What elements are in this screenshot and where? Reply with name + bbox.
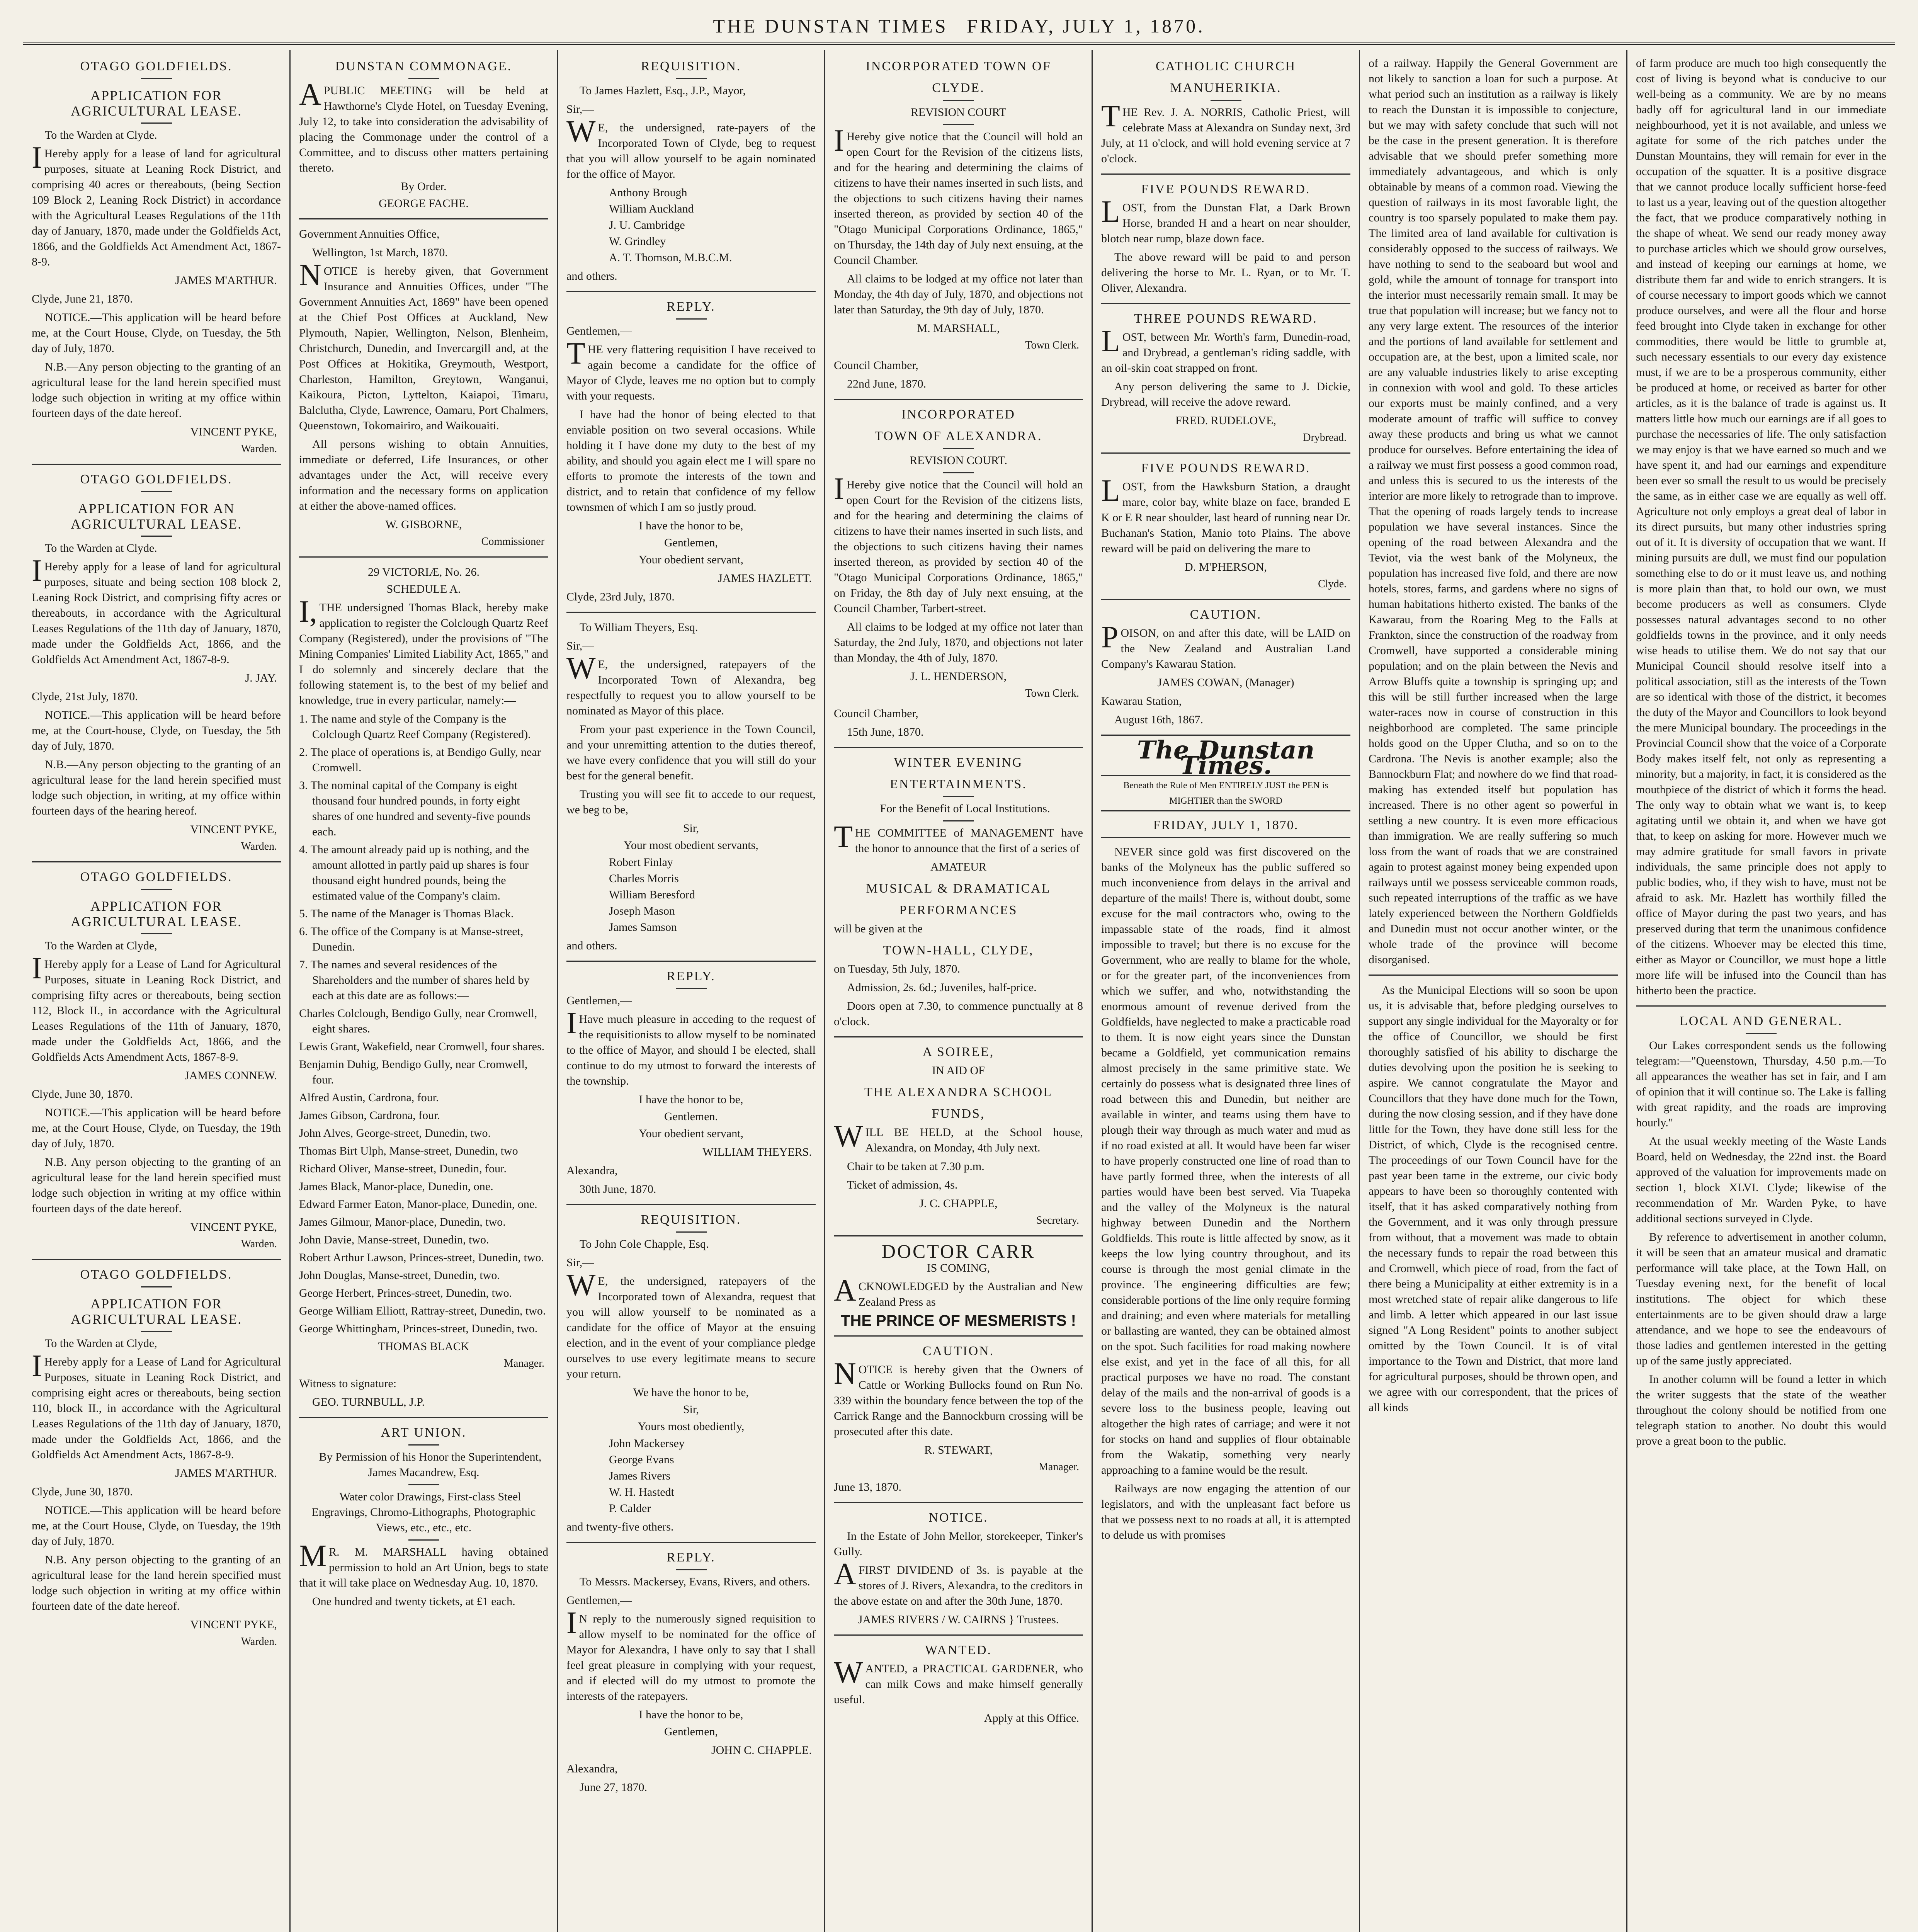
art-union-tickets: One hundred and twenty tickets, at £1 each. [312,1595,515,1608]
schedule-item: 5. The name of the Manager is Thomas Black. [299,907,514,920]
alex-date: 15th June, 1870. [847,726,924,738]
signatory: Charles Morris [609,872,679,885]
lease3-date: Clyde, June 30, 1870. [32,1088,133,1100]
lease1-head: OTAGO GOLDFIELDS. [80,59,233,73]
annuities-sign-title: Commissioner [481,536,544,548]
annuities-sign: W. GISBORNE, [385,518,462,531]
clyde-revision: REVISION COURT [910,106,1007,119]
reply2-body: IHave much pleasure in acceding to the request of the requisitionists to allow myself to be nominated to the office of Mayor, and should I be elected, shall continue to do my utmost to forward the interests of the township. [566,1006,816,1087]
notice-head: NOTICE. [928,1510,988,1525]
req3-close1: We have the honor to be, [633,1386,749,1399]
clyde-date: 22nd June, 1870. [847,378,926,390]
notice-trustees: JAMES RIVERS / W. CAIRNS } Trustees. [858,1613,1059,1626]
shareholder: Richard Oliver, Manse-street, Dunedin, four. [299,1162,507,1175]
lease1-title: APPLICATION FOR AGRICULTURAL LEASE. [70,88,242,119]
column-4 [825,50,1093,1932]
caution2-body: POISON, on and after this date, will be LAID on the New Zealand and Australian Land Company's Kawarau Station. [1101,620,1350,670]
winter-amateur: AMATEUR [930,861,986,873]
req2-close2: Your most obedient servants, [624,839,758,852]
doctor-body: ACKNOWLEDGED by the Australian and New Zealand Press as [834,1274,1083,1308]
winter-head2: ENTERTAINMENTS. [890,777,1027,791]
schedule-item: 3. The nominal capital of the Company is eight thousand four hundred pounds, in forty eight shares of one hundred and seventy-five pounds each. [299,779,531,838]
reply1-date: Clyde, 23rd July, 1870. [566,590,675,603]
reward1-body2: The above reward will be paid to and person delivering the horse to Mr. L. Ryan, or to Mr. T. Oliver, Alexandra. [1101,251,1350,294]
winter-doors: Doors open at 7.30, to commence punctually at 8 o'clock. [834,1000,1083,1028]
signatory: William Auckland [609,202,694,215]
shareholder: Robert Arthur Lawson, Princes-street, Dunedin, two. [299,1251,544,1264]
alex-revision: REVISION COURT. [910,454,1007,467]
reply3-to: To Messrs. Mackersey, Evans, Rivers, and others. [580,1575,810,1588]
lease3-nb: N.B. Any person objecting to the granting of an agricultural lease for the land herein specified must lodge such objection in writing at my office within fourteen days of the date hereof. [32,1156,281,1215]
reply3-salute: Gentlemen,— [566,1594,632,1607]
caution-body: NOTICE is hereby given that the Owners of Cattle or Working Bullocks found on Run No. 339 within the boundary fence between the top of the Carrick Range and the Bannockburn crossing will be prosecuted after this date. [834,1357,1083,1438]
soiree-head: A SOIREE, [922,1045,995,1059]
lease4-title: APPLICATION FOR AGRICULTURAL LEASE. [70,1296,242,1327]
annuities-date: Wellington, 1st March, 1870. [312,246,448,259]
signatory: W. H. Hastedt [609,1486,674,1498]
signatory: William Beresford [609,888,695,901]
soiree-chair: Chair to be taken at 7.30 p.m. [847,1160,985,1173]
annuities-office: Government Annuities Office, [299,228,440,240]
schedule-item: 7. The names and several residences of the Shareholders and the number of shares held by each at this date are as follows:— [299,958,530,1002]
req2-body2: From your past experience in the Town Council, and your unremitting attention to the duties thereof, we have every confidence that you will still do your best for the general benefit. [566,723,816,782]
notice-body: AFIRST DIVIDEND of 3s. is payable at the stores of J. Rivers, Alexandra, to the creditors in the above estate on and after the 30th June, 1870. [834,1557,1083,1607]
req1-names [566,185,816,265]
reward2-body: LOST, between Mr. Worth's farm, Dunedin-road, and Drybread, a gentleman's riding saddle, with an oil-skin coat strapped on front. [1101,324,1350,374]
req2-to: To William Theyers, Esq. [580,621,698,634]
annuities-body2: All persons wishing to obtain Annuities, immediate or deferred, Life Insurances, or other advantages under the Act, will receive every information and the necessary forms on application at either the above-named offices. [299,438,548,512]
lease1-body: IHereby apply for a lease of land for agricultural purposes, situate at Leaning Rock District, and comprising 40 acres or thereabouts, (being Section 109 Block 2, Leaning Rock District) in accordance with the Agricultural Leases Regulations of the 11th day of January, 1870, made under the Goldfields Act, 1866, and the Goldfields Act Amendment Act, 1867-8-9. [32,141,281,268]
req3-others: and twenty-five others. [566,1520,674,1533]
soiree-sign-title: Secretary. [1036,1214,1079,1226]
schedule-sign-title: Manager. [504,1357,544,1369]
clyde-head1: INCORPORATED TOWN OF [865,59,1051,73]
art-union-items: Water color Drawings, First-class Steel Engravings, Chromo-Lithographs, Photographic Views, etc., etc., etc. [311,1490,536,1534]
signatory: J. U. Cambridge [609,219,685,231]
reply1-head: REPLY. [667,299,716,314]
schedule-items [299,711,548,1003]
schedule-body: I,THE undersigned Thomas Black, hereby make application to register the Colclough Quartz Reef Company (Registered), under the provisions of "The Mining Companies' Limited Liability Act, 1865," and I do solemnly and sincerely declare that the following statement is, to the best of my belief and knowledge, true in every particular, namely:— [299,595,548,707]
signatory: P. Calder [609,1502,651,1515]
trustee-2: W. CAIRNS [947,1613,1006,1626]
lease2-head: OTAGO GOLDFIELDS. [80,472,233,486]
witness-name: GEO. TURNBULL, J.P. [312,1396,425,1408]
victoria-act: 29 VICTORIÆ, No. 26. [368,566,480,578]
reward2-body2: Any person delivering the same to J. Dickie, Drybread, will receive the adove reward. [1101,380,1350,408]
reply1-sign: JAMES HAZLETT. [718,572,812,585]
caution-sign: R. STEWART, [924,1444,993,1456]
editorial-date: FRIDAY, JULY 1, 1870. [1101,818,1350,838]
lease4-warden-title: Warden. [241,1636,277,1648]
lease3-head: OTAGO GOLDFIELDS. [80,870,233,884]
editorial-paragraph: As the Municipal Elections will so soon be upon us, it is advisable that, before pledging ourselves to support any single individual for the Mayoralty or for the office of Councillor, we should be first thoroughly satisfied of his ability to discharge the duties devolving upon the position he is seeking to aspire. We cannot congratulate the Mayor and Councillors that they have done much for the Town, during the now closing session, and if they have done little for the Town, they have done still less for the District, of which, Clyde is the recognised centre. The proceedings of our Town Council have for the past year been tame in the extreme, our civic body appears to have been so thoroughly contented with itself, that it has asked comparatively nothing from the Government, and it was only through pressure from without, that a movement was made to obtain the necessary funds to repair the road between this and Cromwell, which piece of road, from the fact of there being a Municipality at either extremity is in a most wretched state of repair alike dangerous to life and limb. A letter which appeared in our last issue signed "A Long Resident" points to another subject omitted by the Town Council. It is of vital importance to the Town and District, that more land for agricultural purposes, should be thrown open, and we agree with our correspondent, that the prices of all kinds [1369,984,1618,1414]
local-paragraph: At the usual weekly meeting of the Waste Lands Board, held on Wednesday, the 22nd inst. the Board approved of the valuation for improvements made on section 1, block XLVI. Clyde; likewise of the recommendation of Mr. Warden Pyke, to have additional sections surveyed in Clyde. [1636,1135,1886,1225]
soiree-school: THE ALEXANDRA SCHOOL [864,1085,1053,1099]
alex-body2: All claims to be lodged at my office not later than Saturday, the 2nd July, 1870, and objections not later than Monday, the 4th of July, 1870. [834,621,1083,664]
clyde-place: Council Chamber, [834,359,918,372]
reply3-body: IN reply to the numerously signed requisition to allow myself to be nominated for the office of Mayor for Alexandra, I have only to say that I shall feel great pleasure in complying with your request, and if elected will do my utmost to promote the interests of the ratepayers. [566,1606,816,1702]
req3-close3: Yours most obediently, [638,1420,745,1433]
req1-body: WE, the undersigned, rate-payers of the Incorporated Town of Clyde, beg to request that you will allow yourself to be again nominated for the office of Mayor. [566,115,816,180]
commonage-body: APUBLIC MEETING will be held at Hawthorne's Clyde Hotel, on Tuesday Evening, July 12, to take into consideration the advisability of placing the Commonage under the control of a Committee, and to discuss other matters pertaining thereto. [299,78,548,174]
lease4-date: Clyde, June 30, 1870. [32,1485,133,1498]
signatory: W. Grindley [609,235,666,248]
reply1-salute: Gentlemen,— [566,325,632,337]
reward1-body: LOST, from the Dunstan Flat, a Dark Brown Horse, branded H and a heart on near shoulder, blotch near rump, blaze down face. [1101,195,1350,245]
winter-performances: PERFORMANCES [899,903,1018,917]
signatory: A. T. Thomson, M.B.C.M. [609,251,732,264]
commonage-by: By Order. [401,180,447,193]
editorial-paragraph: of farm produce are much too high consequently the cost of living is beyond what is conducive to our well-being as a community. We are by no means badly off for agricultural land in our immediate neighbourhood, yet it is not available, and unless we agitate for some of the rich patches under the Dunstan Mountains, they will remain for ever in the occupation of the squatter. It is a positive disgrace that we cannot produce locally sufficient horse-feed to last us a year, leaving out of the question altogether the fact, that we produce comparatively nothing in the shape of wheat. We send our ready money away to purchase articles which we should grow ourselves, and instead of keeping our earnings at home, we distribute them far and wide to enrich strangers. It is of course necessary to import goods which we cannot produce ourselves, and were all the flour and horse feed brought into Clyde taken in exchange for other commodities, there would be little to grumble at, such necessary essentials to our every day existence must, if we are to be a prosperous community, either be produced at home, or received as barter for other articles, as it is the balance of trade is against us. It matters little how much our earnings are if all goes to purchase the necessaries of life. The only satisfaction we may enjoy is that we have earned so much and we have spent it, and had our earnings and expenditure been ever so small the result to us would be precisely the same, as in either case we are equally as well off. Agriculture not only employs a great deal of labor in its direct pursuits, but many other industries spring out of it. It is diversity of occupation that we want. If mining pursuits are dull, we must find our population something else to do or it must leave us, and nothing is more plain than that, to hold our own, we must become producers as well as consumers. Clyde possesses natural advantages second to no other goldfields towns in the province, and it only needs wise heads to utilise them. We do not say that our Municipal Council should resolve itself into a political association, still as the interests of the Town are so identical with those of the district, it becomes the duty of the Mayor and Councillors to look beyond the mere Municipal boundary. The proceedings in the Provincial Council show that the voice of a Corporate Body makes itself felt, not only as representing a minority, but a majority, in fact, it is considered as the mouthpiece of the district of which it forms the head. The only way to obtain what we want is, to keep agitating until we obtain it, and when we have got that, to keep on asking for more. However much we may admire gratitude for small favors in private individuals, the same principle does not apply to public bodies, who, if they wish to have, must not be afraid to ask. Mr. Hazlett has worthily filled the office of Mayor during the past two years, and has preserved during that term the unanimous confidence of the citizens. Whoever may be elected this time, either as Mayor or Councillor, we must hope a little more life will be infused into the Council than has hitherto been the practice. [1636,57,1886,997]
lease1-date: Clyde, June 21, 1870. [32,293,133,305]
reply3-date: June 27, 1870. [580,1781,647,1794]
alex-body: IHereby give notice that the Council will hold an open Court for the Revision of the citizens lists, and for the hearing and determining the claims of citizens to have their names inserted in such lists, and the objections to such citizens having their names inserted thereon, as provided by section 40 of the "Otago Municipal Corporations Ordinance, 1865," on Friday, the 8th day of July next ensuing, at the Council Chamber, Tarbert-street. [834,472,1083,615]
req1-others: and others. [566,270,617,282]
soiree-funds: FUNDS, [932,1107,985,1121]
lease4-warden: VINCENT PYKE, [190,1618,277,1631]
lease4-to: To the Warden at Clyde, [45,1337,157,1350]
schedule-sign: THOMAS BLACK [378,1340,469,1353]
shareholder: James Gilmour, Manor-place, Dunedin, two. [299,1216,506,1228]
lease1-sign: JAMES M'ARTHUR. [175,274,277,287]
alex-place: Council Chamber, [834,707,918,720]
lease3-to: To the Warden at Clyde, [45,939,157,952]
shareholder: James Gibson, Cardrona, four. [299,1109,440,1122]
signatory: James Rivers [609,1469,671,1482]
column-1 [23,50,291,1932]
reward2-head: THREE POUNDS REWARD. [1134,311,1318,326]
reply3-close2: Gentlemen, [664,1725,718,1738]
paper-title: The Dunstan Times. [1137,736,1315,780]
lease3-sign: JAMES CONNEW. [185,1069,277,1082]
lease2-title: APPLICATION FOR AN AGRICULTURAL LEASE. [70,501,242,532]
req3-names [566,1436,816,1516]
local-head: LOCAL AND GENERAL. [1680,1014,1843,1028]
reply1-close2: Gentlemen, [664,536,718,549]
shareholder: Alfred Austin, Cardrona, four. [299,1091,439,1104]
req3-close2: Sir, [683,1403,699,1416]
req2-body3: Trusting you will see fit to accede to our request, we beg to be, [566,788,816,816]
clyde-body: IHereby give notice that the Council will hold an open Court for the Revision of the citizens lists, and for the hearing and determining the claims of citizens to have their names inserted in such lists, and the objections to such citizens having their names inserted thereon, as provided by section 40 of the "Otago Municipal Corporations Ordinance, 1865," on Thursday, the 14th day of July next ensuing, at the Council Chamber. [834,124,1083,267]
reply2-sign: WILLIAM THEYERS. [702,1146,812,1158]
clyde-sign-title: Town Clerk. [1025,339,1079,351]
lease1-warden-title: Warden. [241,443,277,455]
column-2 [291,50,558,1932]
reply2-close1: I have the honor to be, [639,1093,743,1106]
column-6 [1360,50,1627,1932]
masthead [23,9,1895,45]
reply2-close3: Your obedient servant, [638,1127,744,1140]
reply1-close1: I have the honor to be, [639,519,743,532]
shareholder: George Whittingham, Princes-street, Dunedin, two. [299,1322,538,1335]
lease2-date: Clyde, 21st July, 1870. [32,690,138,703]
commonage-head: DUNSTAN COMMONAGE. [335,59,512,73]
commonage-sign: GEORGE FACHE. [379,197,469,210]
wanted-body: WANTED, a PRACTICAL GARDENER, who can milk Cows and make himself generally useful. [834,1656,1083,1706]
reply2-place: Alexandra, [566,1164,618,1177]
editorial-paragraph: Railways are now engaging the attention of our legislators, and with the unpleasant fact before us that we possess next to no roads at all, it is attempted to delude us with promises [1101,1482,1350,1541]
req3-head: REQUISITION. [641,1213,741,1227]
lease3-title: APPLICATION FOR AGRICULTURAL LEASE. [70,898,242,929]
req3-sir: Sir,— [566,1256,594,1269]
soiree-sign: J. C. CHAPPLE, [919,1197,998,1210]
lease3-warden-title: Warden. [241,1238,277,1250]
art-union-permission: By Permission of his Honor the Superintendent, James Macandrew, Esq. [319,1451,542,1479]
reward3-sign: D. M'PHERSON, [1185,561,1267,573]
lease4-head: OTAGO GOLDFIELDS. [80,1267,233,1282]
winter-body: THE COMMITTEE of MANAGEMENT have the honor to announce that the first of a series of [834,820,1083,855]
doctor-head: DOCTOR CARR [881,1240,1036,1262]
winter-musical: MUSICAL & DRAMATICAL [866,881,1051,896]
soiree-body: WILL BE HELD, at the School house, Alexandra, on Monday, 4th July next. [834,1119,1083,1154]
lease1-warden: VINCENT PYKE, [190,425,277,438]
shareholder: George Herbert, Princes-street, Dunedin, two. [299,1287,512,1299]
caution-date: June 13, 1870. [834,1481,901,1493]
editorial-paragraph: of a railway. Happily the General Government are not likely to sanction a loan for such a purpose. At what period such an institution as a railway is likely to reach the Dunstan it is impossible to conjecture, but we may with safety conclude that such will not be the case in the present generation. It is therefore advisable that we should prefer something more immediately advantageous, and which is only obtainable by means of a common road. Viewing the question of railways in its most favorable light, the country is too sparsely populated to make them pay. The limited area of land available for cultivation is considerably opposed to the success of railways. We have nothing to send to the seaboard but wool and gold, while the amount of tonnage for transport into the interior must necessarily remain small. It may be true that population will increase; but we fancy not to any very large extent. The resources of the interior and the portions of land available for settlement and occupation are, at the best, upon a limited scale, nor are any valuable industries likely to arise excepting in connexion with wool and gold. To these articles our exports must be mainly confined, and a very moderate amount of traffic will suffice to convey away these products and bring us what we cannot produce for ourselves. Before entertaining the idea of a railway we must first possess a good common road, and unless this is secured to us the interests of the interior are more likely to retrograde than to improve. That the opening of roads largely tends to increase population we have several instances. Since the opening of the road between Alexandra and the Teviot, via the west bank of the Molyneux, the population has increased five fold, and there are now hotels, stores, farms, and gardens where no signs of human habitations hitherto existed. The banks of the Kawarau, from the Roaring Meg to the Falls at Frankton, since the construction of the roadway from Cromwell, have supported a considerable mining population; and on the plain between the Nevis and Arrow Bluffs quite a township is springing up; and this will be still further increased when the large water-races now in course of construction in this neighborhood are completed. The same principle holds good on the Upper Clutha, and so on to the Cardrona. The Nevis is another example; also the Bannockburn Flat; and nowhere do we find that road-making has extended itself but population has increased. There is no other agent so powerful in settling a new country. It is even more efficacious than immigration. We are really suffering so much loss from the want of roads that we are constrained again to protest against money being expended upon railways until we possess serviceable common roads, such repeated interruptions of the traffic as we have lately experienced between the Northern Goldfields and Dunedin must not occur another winter, or the whole trade of the province will become disorganised. [1369,57,1618,966]
local-paragraph: In another column will be found a letter in which the writer suggests that the state of the weather throughout the colony should be notified from one telegraph station to another. No doubt this would prove a great boon to the public. [1636,1373,1886,1447]
shareholder: Edward Farmer Eaton, Manor-place, Dunedin, one. [299,1198,537,1211]
shareholder: Thomas Birt Ulph, Manse-street, Dunedin, two [299,1145,518,1157]
schedule-head: SCHEDULE A. [386,583,461,595]
req3-to: To John Cole Chapple, Esq. [580,1238,709,1250]
req2-sir: Sir,— [566,639,594,652]
lease4-sign: JAMES M'ARTHUR. [175,1467,277,1480]
signatory: Anthony Brough [609,186,687,199]
reward2-sign-place: Drybread. [1303,432,1347,444]
shareholder: Charles Colclough, Bendigo Gully, near Cromwell, eight shares. [299,1007,537,1035]
winter-benefit: For the Benefit of Local Institutions. [880,802,1050,815]
alex-head1: INCORPORATED [901,407,1015,422]
doctor-coming: IS COMING, [927,1262,990,1274]
masthead-paper: THE DUNSTAN TIMES [713,15,948,37]
caution2-head: CAUTION. [1190,607,1262,622]
reply2-salute: Gentlemen,— [566,994,632,1007]
wanted-head: WANTED. [925,1643,992,1657]
lease4-nb: N.B. Any person objecting to the granting of an agricultural lease for the land herein specified must lodge such objection in writing at my office within fourteen date of the date hereof. [32,1553,281,1612]
req3-body: WE, the undersigned, ratepayers of the Incorporated town of Alexandra, request that you will allow yourself to be nominated as a candidate for the office of Mayor at the ensuing election, and in the event of your compliance pledge ourselves to use every legitimate means to secure your return. [566,1268,816,1380]
clyde-sign: M. MARSHALL, [917,322,1000,335]
church-head1: CATHOLIC CHURCH [1155,59,1296,73]
notice-estate: In the Estate of John Mellor, storekeeper, Tinker's Gully. [834,1530,1083,1558]
paper-motto: Beneath the Rule of Men ENTIRELY JUST the PEN is MIGHTIER than the SWORD [1101,775,1350,811]
lease4-body: IHereby apply for a Lease of Land for Agricultural Purposes, situate in Leaning Rock District, and comprising eight acres or thereabouts, being section 110, block II., in accordance with the Agricultural Leases Regulations of the 11th day of January, 1870, made under the Goldfields Act, 1866, and the Goldfields Act Amendment Acts, 1867-8-9. [32,1349,281,1461]
schedule-item: 1. The name and style of the Company is the Colclough Quartz Reef Company (Registered). [299,713,531,741]
witness-label: Witness to signature: [299,1377,397,1390]
masthead-date: FRIDAY, JULY 1, 1870. [967,15,1205,37]
lease3-warden: VINCENT PYKE, [190,1221,277,1233]
columns [23,50,1895,1932]
reward1-head: FIVE POUNDS REWARD. [1141,182,1311,196]
reply1-body: THE very flattering requisition I have received to again become a candidate for the office of Mayor of Clyde, leaves me no option but to comply with your requests. [566,337,816,402]
winter-hall: TOWN-HALL, CLYDE, [883,943,1034,957]
lease3-notice: NOTICE.—This application will be heard before me, at the Court House, Clyde, on Tuesday, the 19th day of July, 1870. [32,1106,281,1150]
reward3-body: LOST, from the Hawksburn Station, a draught mare, color bay, white blaze on face, branded E K or E R near shoulder, last heard of running near Dr. Buchanan's Station, Manio toto Plains. The above reward will be paid on delivering the mare to [1101,474,1350,555]
shareholder: James Black, Manor-place, Dunedin, one. [299,1180,493,1193]
clyde-head2: CLYDE. [932,81,985,95]
schedule-item: 2. The place of operations is, at Bendigo Gully, near Cromwell. [299,746,541,774]
local-paragraph: Our Lakes correspondent sends us the following telegram:—"Queenstown, Thursday, 4.50 p.m.—To all appearances the weather has set in fair, and I am of opinion that it will continue so. The Lake is falling with great rapidity, and the roads are improving hourly." [1636,1039,1886,1129]
alex-sign: J. L. HENDERSON, [910,670,1007,683]
wanted-apply: Apply at this Office. [984,1712,1079,1725]
column-5 [1093,50,1360,1932]
reply3-place: Alexandra, [566,1762,618,1775]
shareholder: Benjamin Duhig, Bendigo Gully, near Cromwell, four. [299,1058,528,1086]
alex-sign-title: Town Clerk. [1025,687,1079,699]
lease2-sign: J. JAY. [245,672,277,684]
reply2-head: REPLY. [667,969,716,983]
reply2-close2: Gentlemen. [664,1110,718,1123]
caution2-date: August 16th, 1867. [1114,713,1204,726]
req2-body: WE, the undersigned, ratepayers of the Incorporated Town of Alexandra, beg respectfully to request you to allow yourself to be nominated as Mayor of this place. [566,651,816,717]
signatory: John Mackersey [609,1437,685,1450]
winter-date: on Tuesday, 5th July, 1870. [834,963,960,975]
shareholder: John Alves, George-street, Dunedin, two. [299,1127,491,1139]
signatory: James Samson [609,921,677,934]
caution-head: CAUTION. [922,1344,995,1358]
shareholder: Lewis Grant, Wakefield, near Cromwell, four shares. [299,1040,545,1053]
signatory: Joseph Mason [609,905,675,917]
schedule-item: 4. The amount already paid up is nothing, and the amount allotted in partly paid up shares is four thousand eight hundred pounds, being the estimated value of the Company's claim. [299,843,529,902]
lease4-notice: NOTICE.—This application will be heard before me, at the Court House, Clyde, on Tuesday, the 19th day of July, 1870. [32,1504,281,1548]
caution2-sign: JAMES COWAN, (Manager) [1157,676,1294,689]
soiree-aid: IN AID OF [932,1064,985,1077]
reply1-body2: I have had the honor of being elected to that enviable position on two several occasions. While holding it I have done my duty to the best of my ability, and should you again elect me I will spare no efforts to promote the interests of the town and district, and to retain that confidence of my fellow townsmen of which I am so justly proud. [566,408,816,514]
caution2-station: Kawarau Station, [1101,695,1182,707]
winter-given: will be given at the [834,922,923,935]
winter-admission: Admission, 2s. 6d.; Juveniles, half-price. [847,981,1037,994]
lease1-to: To the Warden at Clyde. [45,129,157,141]
lease3-body: IHereby apply for a Lease of Land for Agricultural Purposes, situate in Leaning Rock District, and comprising fifty acres or thereabouts, being section 112, Block II., in accordance with the Agricultural Leases Regulations of the 11th of January, 1870, made under the Goldfields Act, 1866, and the Goldfields Acts Amendment Acts, 1867-8-9. [32,951,281,1063]
church-head2: MANUHERIKIA. [1170,81,1282,95]
reply3-sign: JOHN C. CHAPPLE. [711,1744,812,1757]
signatory: Robert Finlay [609,856,673,869]
editorial-paragraph: NEVER since gold was first discovered on the banks of the Molyneux has the public suffered so much inconvenience from delays in the arrival and departure of the mails! There is, without doubt, some excuse for the mail contractors who, owing to the impassable state of the roads, find it almost impossible to travel; but there is no excuse for the Government, who are really to blame for the whole, or for the greater part, of the inconveniences from which we suffer, and who, notwithstanding the enormous amount of revenue derived from the Goldfields, have neglected to make a practicable road to them. It is now eight years since the Dunstan became a Goldfield, yet communication remains almost precisely in the same primitive state. We certainly do possess what is designated three lines of road between this and Dunedin, but neither are available in winter, and teams using them have to plough their way through as much water and mud as if no road existed at all. It would have been far wiser to have properly constructed one line of road than to have partly formed three, when the interests of all parties would have been best served. Via Tuapeka and the valley of the Molyneux is the natural highway between Dunedin and the Northern Goldfields. This route is little affected by snow, as it keeps the low lying country throughout, and its course is through the most genial climate in the province. The engineering difficulties are few; considerable portions of the line only require forming and draining; and even where materials for metalling or ballasting are wanted, they can be obtained almost on the spot. Such facilities for road making nowhere else exist, and yet in the face of all this, for all practical purposes we have no road. The constant delay of the mails and the non-arrival of goods is a severe loss to the business people, leaving out altogether the high rates of carriage; and were it not for stocks on hand and supplies of flour obtainable from the Wakatip, something very nearly approaching to a famine would be the result. [1101,845,1350,1476]
local-paragraph: By reference to advertisement in another column, it will be seen that an amateur musical and dramatic performance will take place, at the Town Hall, on Tuesday evening next, for the benefit of local institutions. The object for which these entertainments are to be given should draw a large attendance, and we hope to see the endeavours of those ladies and gentlemen interested in the getting up of the same justly appreciated. [1636,1231,1886,1367]
shareholder-list [299,1006,548,1337]
reward2-sign: FRED. RUDELOVE, [1175,414,1276,427]
column-3 [558,50,825,1932]
reply3-head: REPLY. [667,1550,716,1565]
shareholder: John Douglas, Manse-street, Dunedin, two. [299,1269,500,1282]
trustee-1: JAMES RIVERS [858,1613,939,1626]
caution-sign-title: Manager. [1039,1461,1079,1473]
soiree-ticket: Ticket of admission, 4s. [847,1179,958,1191]
req1-head: REQUISITION. [641,59,741,73]
column-7 [1627,50,1895,1932]
reply3-close1: I have the honor to be, [639,1708,743,1721]
req2-names [566,855,816,935]
shareholder: John Davie, Manse-street, Dunedin, two. [299,1233,489,1246]
lease1-notice: NOTICE.—This application will be heard before me, at the Court House, Clyde, on Tuesday, the 5th day of July, 1870. [32,311,281,355]
lease2-to: To the Warden at Clyde. [45,542,157,554]
trustees-label: } Trustees. [1008,1613,1059,1626]
schedule-item: 6. The office of the Company is at Manse-street, Dunedin. [299,925,524,953]
reply2-date: 30th June, 1870. [580,1183,656,1196]
lease2-warden-title: Warden. [241,840,277,852]
lease1-nb: N.B.—Any person objecting to the granting of an agricultural lease for the land herein specified must lodge such objection in writing at my office within fourteen days of the date hereof. [32,361,281,420]
lease2-body: IHereby apply for a lease of land for agricultural purposes, situate and being section 108 block 2, Leaning Rock District, and comprising fifty acres or thereabouts, in accordance with the Agricultural Leases Regulations of the 11th day of January, 1870, made under the Goldfields Act, 1866, and the Goldfields Act Amendment Act, 1867-8-9. [32,554,281,666]
reward3-head: FIVE POUNDS REWARD. [1141,461,1311,475]
req2-others: and others. [566,939,617,952]
art-union-head: ART UNION. [381,1425,467,1440]
church-body: THE Rev. J. A. NORRIS, Catholic Priest, will celebrate Mass at Alexandra on Sunday next, 3rd July, at 11 o'clock, and will hold evening service at 7 o'clock. [1101,99,1350,165]
req1-to: To James Hazlett, Esq., J.P., Mayor, [580,84,746,97]
lease2-notice: NOTICE.—This application will be heard before me, at the Court-house, Clyde, on Tuesday, the 5th day of July, 1870. [32,709,281,752]
reply1-close3: Your obedient servant, [638,553,744,566]
annuities-body: NOTICE is hereby given, that Government Insurance and Annuities Offices, under "The Government Annuities Act, 1869" have been opened at the Chief Post Offices at Auckland, New Plymouth, Napier, Wellington, Nelson, Blenheim, Christchurch, Dunedin, and Invercargill and, at the Post Offices at Hokitika, Greymouth, Westport, Charleston, Hamilton, Greytown, Wanganui, Kaikoura, Picton, Lyttelton, Kaiapoi, Timaru, Balclutha, Clyde, Lawrence, Oamaru, Port Chalmers, Queenstown, Tokomairiro, and Waikouaiti. [299,258,548,432]
winter-head1: WINTER EVENING [894,755,1023,770]
lease2-nb: N.B.—Any person objecting to the granting of an agricultural lease for the land herein specified must lodge such objection, in writing, at my office within fourteen days of the hearing hereof. [32,758,281,817]
lease2-warden: VINCENT PYKE, [190,823,277,836]
req1-sir: Sir,— [566,103,594,116]
doctor-prince: THE PRINCE OF MESMERISTS ! [841,1312,1076,1329]
clyde-body2: All claims to be lodged at my office not later than Monday, the 4th day of July, 1870, and objections not later than Saturday, the 9th day of July, 1870. [834,272,1083,316]
art-union-body: MR. M. MARSHALL having obtained permission to hold an Art Union, begs to state that it will take place on Wednesday Aug. 10, 1870. [299,1539,548,1589]
shareholder: George William Elliott, Rattray-street, Dunedin, two. [299,1304,546,1317]
alex-head2: TOWN OF ALEXANDRA. [874,429,1042,443]
req2-close1: Sir, [683,822,699,835]
signatory: George Evans [609,1453,674,1466]
reward3-sign-place: Clyde. [1318,578,1347,590]
